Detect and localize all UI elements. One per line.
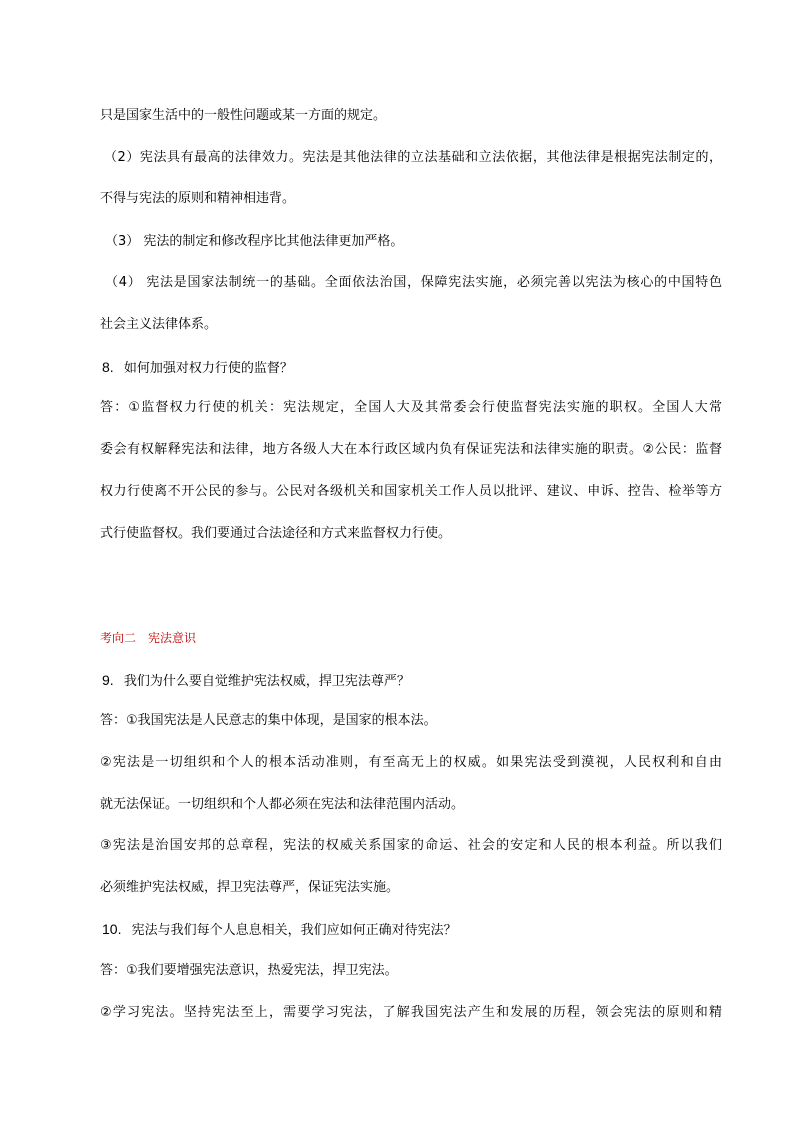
- answer-line: 式行使监督权。我们要通过合法途径和方式来监督权力行使。: [100, 526, 452, 541]
- question-9: [102, 670, 410, 692]
- question-8: [102, 357, 293, 379]
- question-text: 宪法与我们每个人息息相关，我们应如何正确对待宪法？: [131, 923, 457, 938]
- paragraph-line: （2）宪法具有最高的法律效力。宪法是其他法律的立法基础和立法依据，其他法律是根据宪法制定的，: [104, 150, 722, 165]
- question-10: [102, 919, 457, 941]
- paragraph-line: 只是国家生活中的一般性问题或某一方面的规定。: [100, 108, 387, 123]
- answer-line: 答：①我们要增强宪法意识，热爱宪法，捍卫宪法。: [100, 963, 398, 978]
- answer-line: ③宪法是治国安邦的总章程，宪法的权威关系国家的命运、社会的安定和人民的根本利益。所以我们: [100, 838, 722, 853]
- paragraph-line: （4） 宪法是国家法制统一的基础。全面依法治国，保障宪法实施，必须完善以宪法为核心的中国特色: [105, 275, 722, 290]
- answer-line: 答：①我国宪法是人民意志的集中体现，是国家的根本法。: [100, 713, 437, 728]
- answer-line: ②学习宪法。坚持宪法至上，需要学习宪法，了解我国宪法产生和发展的历程，领会宪法的原则和精: [100, 1005, 722, 1020]
- answer-line: ②宪法是一切组织和个人的根本活动准则，有至高无上的权威。如果宪法受到漠视，人民权利和自由: [100, 755, 722, 770]
- paragraph-line: （3） 宪法的制定和修改程序比其他法律更加严格。: [105, 234, 404, 249]
- question-text: 如何加强对权力行使的监督？: [123, 361, 293, 376]
- question-text: 我们为什么要自觉维护宪法权威，捍卫宪法尊严？: [123, 674, 410, 689]
- paragraph-line: 社会主义法律体系。: [100, 317, 218, 332]
- answer-line: 权力行使离不开公民的参与。公民对各级机关和国家机关工作人员以批评、建议、申诉、控告、检举等方: [100, 484, 722, 499]
- question-number: 10.: [102, 921, 122, 937]
- answer-line: 必须维护宪法权威，捍卫宪法尊严，保证宪法实施。: [100, 880, 400, 895]
- question-number: 9.: [102, 672, 114, 688]
- answer-line: 答：①监督权力行使的机关：宪法规定，全国人大及其常委会行使监督宪法实施的职权。全国人大常: [100, 400, 722, 415]
- question-number: 8.: [102, 359, 114, 375]
- paragraph-line: 不得与宪法的原则和精神相违背。: [100, 191, 296, 206]
- section-heading: 考向二 宪法意识: [100, 631, 197, 645]
- answer-line: 委会有权解释宪法和法律，地方各级人大在本行政区域内负有保证宪法和法律实施的职责。②公民：监督: [100, 442, 722, 457]
- answer-line: 就无法保证。一切组织和个人都必须在宪法和法律范围内活动。: [100, 797, 465, 812]
